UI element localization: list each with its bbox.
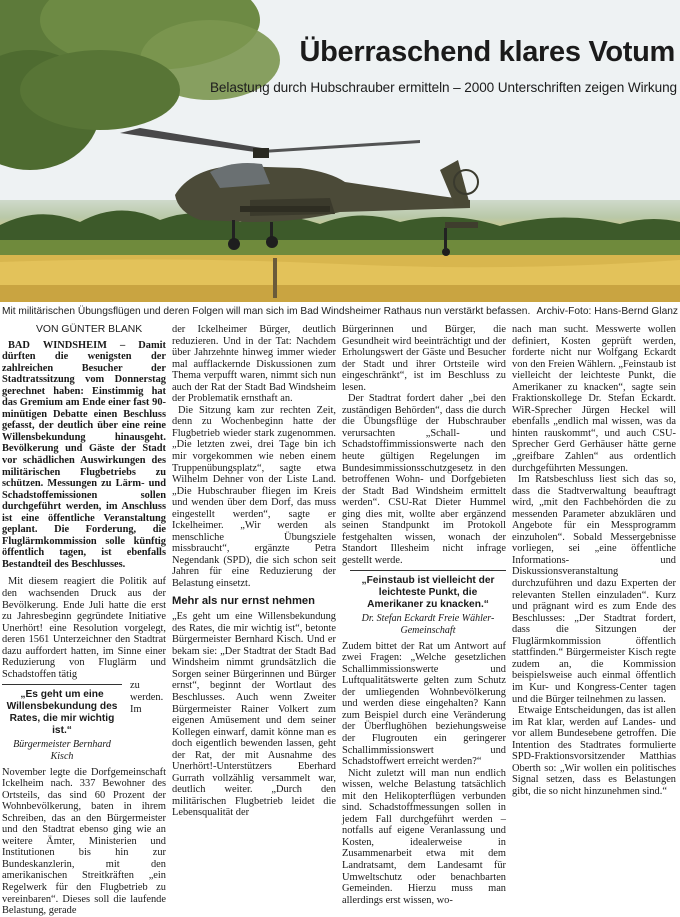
- article-paragraph: Bürgerinnen und Bürger, die Gesundheit wird beeinträchtigt und der Erholungswert der Gäste und Besucher der Stadt und ihrer Ortsteile wird eingeschränkt“, ist im Beschluss zu lesen.: [342, 324, 506, 393]
- article-paragraph: Mit diesem reagiert die Politik auf den wachsenden Druck aus der Bevölkerung. Ende Juli hatte die erst zu Jahresbeginn gegründete Initiative Unerhört! eine Resolution vorgelegt, deren 1561 Unterzeichner den Stadtrat dazu auffordert hatten, im Sinne einer Reduzierung von Fluglärm und Schadstoffen tätig: [2, 576, 166, 680]
- column-1: [2, 324, 166, 917]
- photo-caption: Mit militärischen Übungsflügen und deren Folgen will man sich im Bad Windsheimer Rathaus nun verstärkt befassen.: [2, 306, 531, 317]
- article-photo: [0, 0, 680, 302]
- photo-caption-bar: [0, 306, 680, 320]
- article-lead: BAD WINDSHEIM – Damit dürften die wenigsten der zahlreichen Besucher der Stadtratssitzung vom Donnerstag gerechnet haben: Einstimmig hat das Gremium am Ende einer fast 90-minütigen Debatte einen Beschluss gefasst, der deutlich über eine reine Willensbekundung hinausgeht. Bevölkerung und Gäste der Stadt vor schädlichen Auswirkungen des militärischen Flugbetriebs zu schützen. Messungen zu Lärm- und Schadstoffemissionen sollen durchgeführt werden, im Anschluss ist eine öffentliche Veranstaltung geplant. Die Forderung, die Fluglärmkommission solle künftig öffentlich tagen, ist ebenfalls Bestandteil des Beschlusses.: [2, 339, 166, 570]
- article-paragraph: zu werden. Im November legte die Dorfgemeinschaft Ickelheim nach. 337 Bewohner des Ortsteils, das sind 60 Prozent der Wohnbevölkerung, baten in ihrem Schreiben, das an den Bürgermeister und den Stadtrat ebenso ging wie an weitere Ämter, Ministerien und Institutionen bis hin zur Bundeskanzlerin, mit den amerikanischen Streitkräften „ein Regelwerk für den Flugbetrieb zu vereinbaren“. Dieses soll die laufende Belastung, gerade: [2, 680, 166, 917]
- pull-quote: [350, 570, 506, 636]
- article-paragraph: „Es geht um eine Willensbekundung des Rates, die mir wichtig ist“, betonte Bürgermeister Bernhard Kisch. Und er bekam sie: „Der Stadtrat der Stadt Bad Windsheim nimmt grundsätzlich die Sorgen seiner Bürgerinnen und Bürger ernst“, beginnt der Wortlaut des Beschlusses. Auch wenn Zweiter Bürgermeister Rainer Volkert zum eigenen Amüsement und dem seiner Kollegen einwarf, damit könne man es doch eigentlich bewenden lassen, geht der Rat, der mit Ausnahme des Unerhört!-Unterstützers Eberhard Gurrath vollzählig versammelt war, deutlich weiter. „Durch den militärischen Flugbetrieb leidet die Lebensqualität der: [172, 611, 336, 819]
- article-paragraph: der Ickelheimer Bürger, deutlich reduzieren. Und in der Tat: Nachdem über Jahrzehnte hinweg immer wieder mal aufflackernde Diskussionen zum Thema verpufft waren, nimmt sich nun auch der Rat der Stadt Bad Windsheim der Problematik ernsthaft an.: [172, 324, 336, 405]
- column-4: [512, 324, 676, 797]
- author-byline: VON GÜNTER BLANK: [36, 324, 143, 335]
- photo-credit: Archiv-Foto: Hans-Bernd Glanz: [536, 306, 678, 317]
- article-paragraph: Die Sitzung kam zur rechten Zeit, denn zu Wochenbeginn hatte der Flugbetrieb wieder stark zugenommen. „Die letzten zwei, drei Tage bin ich mir vorgekommen wie neben einem Truppenübungsplatz“, sagte etwa Wilhelm Dehner von der Liste Land. „Die Hubschrauber fliegen im Kreis und wenden über dem Dorf, das muss eingestellt werden“, sagte er Ickelheimer. „Wir werden als menschliche Übungsziele missbraucht“, ergänzte Petra Negendank (SPD), die sich schon seit Jahren für eine Reduzierung der Belastung einsetzt.: [172, 404, 336, 590]
- article-paragraph: Zudem bittet der Rat um Antwort auf zwei Fragen: „Welche gesetzlichen Schallimmissionswerte und Luftqualitätswerte gelten zum Schutz der umliegenden Wohnbevölkerung und werden diese eingehalten? Kann zum Beispiel durch eine Veränderung der Überflughöhen beziehungsweise der Flugrouten ein geringerer Schallimmissionswert und Schadstoffwert erreicht werden?“: [342, 640, 506, 768]
- article-paragraph: Etwaige Entscheidungen, das ist allen im Rat klar, werden auf Landes- und vor allem Bundesebene getroffen. Die Intention des Stadtrates formulierte SPD-Fraktionsvorsitzender Matthias Oberth so: „Wir wollen ein politisches Signal setzen, dass es Belastungen gibt, die so nicht hinzunehmen sind.“: [512, 705, 676, 797]
- pull-quote-author: Bürgermeister Bernhard Kisch: [13, 739, 111, 762]
- article-paragraph: nach man sucht. Messwerte wollen definiert, Kosten geprüft werden, forderte nicht nur Wolfgang Eckardt von den Freien Wählern. „Feinstaub ist vielleicht der leichteste Punkt, die Amerikaner zu knacken“, sagte sein Fraktionskollege Dr. Stefan Eckardt. WiR-Sprecher Jürgen Heckel will ebenfalls „endlich mal wissen, was da hinten rauskommt“, und auch CSU-Sprecher Gerd Gerhäuser hätte gerne „greifbare Zahlen“ aus ordentlich durchgeführten Messungen.: [512, 324, 676, 474]
- column-3: [342, 324, 506, 906]
- pull-quote-author: Dr. Stefan Eckardt Freie Wähler-Gemeinschaft: [361, 613, 495, 637]
- article-subhead: Belastung durch Hubschrauber ermitteln – 2000 Unterschriften zeigen Wirkung: [209, 80, 677, 95]
- pull-quote-text: „Feinstaub ist vielleicht der leichteste Punkt, die Amerikaner zu knacken.“: [361, 575, 495, 611]
- pull-quote-text: „Es geht um eine Willensbekundung des Rates, die mir wichtig ist.“: [6, 689, 118, 737]
- article-paragraph: Nicht zuletzt will man nun endlich wissen, welche Belastung tatsächlich mit den Helikopterflügen verbunden sind. Schadstoffmessungen sollen in jedem Fall durchgeführt werden – notfalls auf eigene Veranlassung und Kosten, idealerweise in Zusammenarbeit etwa mit dem Landratsamt, dem Landesamt für Umweltschutz oder benachbarten Gemeinden. Hierzu muss man allerdings erst wissen, wo-: [342, 767, 506, 906]
- column-2: [172, 324, 336, 819]
- section-subtitle: Mehr als nur ernst nehmen: [172, 594, 315, 607]
- pull-quote: [2, 684, 122, 762]
- article-paragraph: Der Stadtrat fordert daher „bei den zuständigen Behörden“, dass die durch die Übungsflüge der Hubschrauber verursachten „Schall- und Schadstoffimmissionswerte nach den heute gültigen Regelungen im Bundesimmissionsschutzgesetz in den betroffenen Wohn- und Dorfgebieten der Stadt Bad Windsheim ermittelt werden“. CSU-Rat Dieter Hummel ging dies mit, wollte aber ergänzend seinen Standpunkt im Protokoll festgehalten wissen, wonach der Standort Illesheim nicht infrage gestellt werde.: [342, 393, 506, 566]
- article-paragraph: Im Ratsbeschluss liest sich das so, dass die Stadtverwaltung beauftragt wird, „mit den Fachbehörden die zu messenden Parameter abzuklären und Angebote für ein Messprogramm einzuholen“. Sobald Messergebnisse vorliegen, sei „eine öffentliche Informations- und Diskussionsveranstaltung durchzuführen und dazu Experten der relevanten Stellen einzuladen“. Kurz und prägnant wird es zum Ende des Beschlusses: „Der Stadtrat fordert, dass die Sitzungen der Fluglärmkommission öffentlich stattfinden.“ Bürgermeister Kisch regte zudem an, die Kommission beispielsweise auch einmal öffentlich im Kur- und Kongress-Center tagen und die Bürger teilnehmen zu lassen.: [512, 474, 676, 705]
- article-headline: Überraschend klares Votum: [299, 36, 675, 68]
